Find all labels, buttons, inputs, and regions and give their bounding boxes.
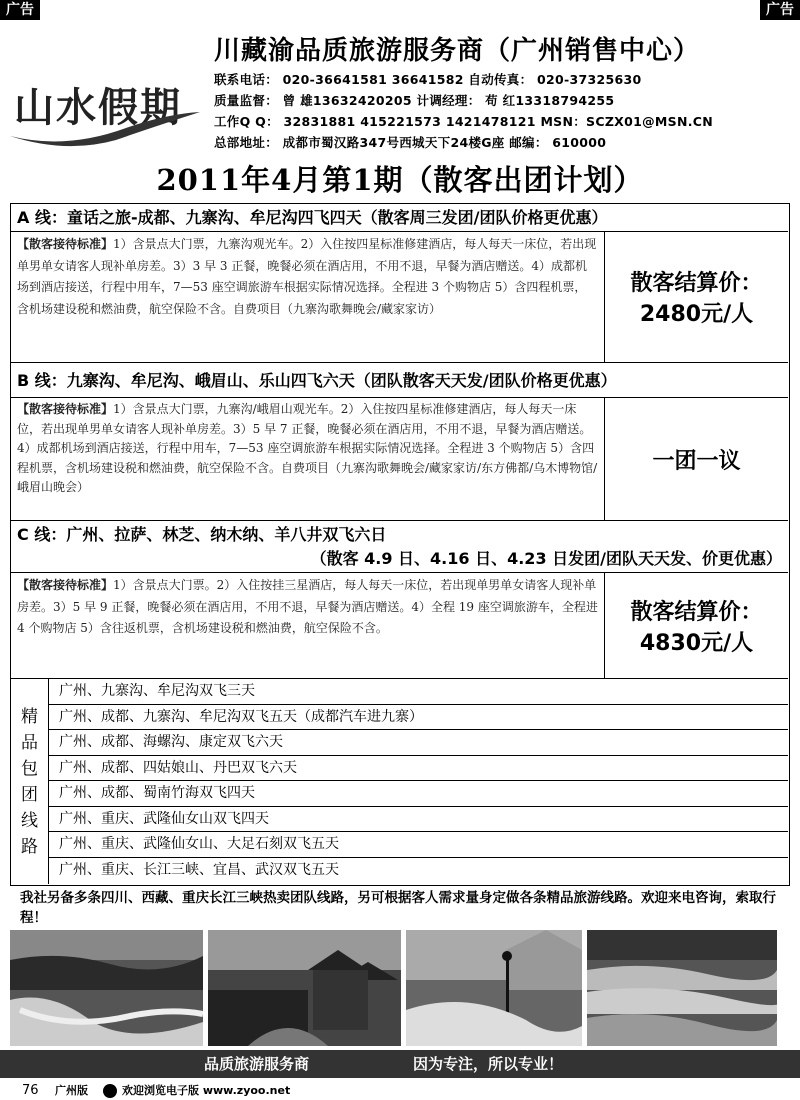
contact-phone: 联系电话： 020-36641581 36641582 自动传真： 020-37325630 bbox=[214, 72, 642, 87]
line-c-desc-text: 1）含景点大门票。2）入住按挂三星酒店，每人每天一床位，若出现单男单女请客人现补单房差。3）5 早 9 正餐，晚餐必须在酒店用，不用不退，早餐为酒店赠送。4）全程 19 座空调旅游车，全程进 4 个购物店 5）含往返机票，含机场建设税和燃油费，航空保险不含。 bbox=[17, 578, 598, 635]
tour-item: 广州、成都、海螺沟、康定双飞六天 bbox=[49, 730, 788, 756]
line-a-desc-text: 1）含景点大门票，九寨沟观光车。2）入住按四星标准修建酒店，每人每天一床位，若出现单男单女请客人现补单房差。3）3 早 3 正餐，晚餐必须在酒店用，不用不退，早餐为酒店赠送。4）成都机场到酒店接送，行程中用车，7—53 座空调旅游车根据实际情况选择。全程进 3 个购物店 5）含四程机票，含机场建设税和燃油费，航空保险不含。自费项目（九寨沟歌舞晚会/藏家家访） bbox=[17, 237, 597, 316]
slogan-bar bbox=[0, 1050, 800, 1078]
slogan-left: 品质旅游服务商 bbox=[204, 1055, 310, 1073]
tours-label-char: 团 bbox=[21, 784, 38, 805]
featured-tours-label bbox=[11, 679, 49, 884]
photo-strip bbox=[0, 930, 800, 1046]
footer bbox=[0, 1081, 800, 1100]
line-b-price-value: 一团一议 bbox=[652, 448, 741, 474]
tours-label-char: 品 bbox=[21, 732, 38, 753]
contact-address: 总部地址： 成都市蜀汉路347号西城天下24楼G座 邮编： 610000 bbox=[214, 135, 607, 150]
page-number: 76 bbox=[22, 1083, 39, 1098]
tours-label-char: 线 bbox=[21, 810, 38, 831]
tour-item: 广州、成都、四姑娘山、丹巴双飞六天 bbox=[49, 756, 788, 782]
ad-tag-left: 广告 bbox=[0, 0, 40, 20]
itinerary-table bbox=[10, 203, 790, 886]
line-a-price-label: 散客结算价： bbox=[630, 271, 763, 296]
line-c-subtitle: （散客 4.9 日、4.16 日、4.23 日发团/团队天天发、价更优惠） bbox=[310, 549, 782, 568]
footer-website: 欢迎浏览电子版 www.zyoo.net bbox=[122, 1084, 291, 1097]
tours-label-char: 包 bbox=[21, 758, 38, 779]
contact-qq: 工作Q Q： 32831881 415221573 1421478121 MSN：SCZX01@MSN.CN bbox=[214, 114, 714, 129]
ad-tag-right: 广告 bbox=[760, 0, 800, 20]
line-a-title: A 线：童话之旅-成都、九寨沟、牟尼沟四飞四天（散客周三发团/团队价格更优惠） bbox=[11, 204, 788, 232]
promo-note: 我社另备多条四川、西藏、重庆长江三峡热卖团队线路，另可根据客人需求量身定做各条精品旅游线路。欢迎来电咨询，索取行程！ bbox=[20, 890, 776, 926]
header bbox=[0, 22, 800, 152]
line-c-price-label: 散客结算价： bbox=[630, 599, 763, 625]
tour-item: 广州、成都、九寨沟、牟尼沟双飞五天（成都汽车进九寨） bbox=[49, 705, 788, 731]
village-photo bbox=[208, 930, 401, 1046]
tour-item: 广州、重庆、武隆仙女山双飞四天 bbox=[49, 807, 788, 833]
company-name: 川藏渝品质旅游服务商（广州销售中心） bbox=[214, 36, 701, 66]
tours-label-char: 精 bbox=[21, 706, 38, 727]
line-c-price-value: 4830元/人 bbox=[639, 630, 754, 656]
tours-label-char: 路 bbox=[21, 836, 38, 857]
terraced-pools-photo bbox=[587, 930, 777, 1046]
line-a-price-value: 2480元/人 bbox=[639, 302, 754, 327]
slogan-right: 因为专注，所以专业！ bbox=[413, 1055, 564, 1073]
line-b-desc bbox=[11, 398, 605, 521]
tour-item: 广州、重庆、武隆仙女山、大足石刻双飞五天 bbox=[49, 832, 788, 858]
logo-text: 山水假期 bbox=[14, 84, 182, 131]
logo-swoosh-icon bbox=[6, 106, 202, 150]
lake-photo bbox=[10, 930, 203, 1046]
line-b-label: 【散客接待标准】 bbox=[17, 402, 114, 416]
line-b-price bbox=[605, 398, 788, 521]
line-c-title-block bbox=[11, 521, 788, 573]
line-b-desc-text: 1）含景点大门票，九寨沟/峨眉山观光车。2）入住按四星标准修建酒店，每人每天一床位，若出现单男单女请客人现补单房差。3）5 早 7 正餐，晚餐必须在酒店用，不用不退，早餐为酒店赠送。4）成都机场到酒店接送，行程中用车，7—53 座空调旅游车根据实际情况选择。全程进 3 个购物店 5）含四程机票，含机场建设税和燃油费，航空保险不含。自费项目（九寨沟歌舞晚会/藏家家访/东方佛都/乌木博物馆/峨眉山晚会） bbox=[17, 402, 598, 494]
line-a-price bbox=[605, 232, 788, 363]
line-c-label: 【散客接待标准】 bbox=[17, 578, 114, 592]
issue-title: 2011年4月第1期（散客出团计划） bbox=[156, 163, 644, 197]
line-c-title: C 线：广州、拉萨、林芝、纳木纳、羊八井双飞六日 bbox=[17, 525, 387, 544]
tour-item: 广州、重庆、长江三峡、宜昌、武汉双飞五天 bbox=[59, 861, 339, 878]
line-a-desc bbox=[11, 232, 605, 363]
edition-label: 广州版 bbox=[55, 1084, 88, 1097]
line-c-price bbox=[605, 573, 788, 679]
line-c-desc bbox=[11, 573, 605, 679]
tour-item: 广州、成都、蜀南竹海双飞四天 bbox=[49, 781, 788, 807]
line-a-label: 【散客接待标准】 bbox=[17, 237, 114, 251]
hot-spring-photo bbox=[406, 930, 582, 1046]
line-b-title: B 线：九寨沟、牟尼沟、峨眉山、乐山四飞六天（团队散客天天发/团队价格更优惠） bbox=[11, 363, 788, 398]
publisher-logo-icon bbox=[103, 1084, 117, 1098]
contact-supervision: 质量监督： 曾 雄13632420205 计调经理： 苟 红13318794255 bbox=[214, 93, 615, 108]
company-logo bbox=[6, 66, 202, 152]
tour-item: 广州、九寨沟、牟尼沟双飞三天 bbox=[49, 679, 788, 705]
